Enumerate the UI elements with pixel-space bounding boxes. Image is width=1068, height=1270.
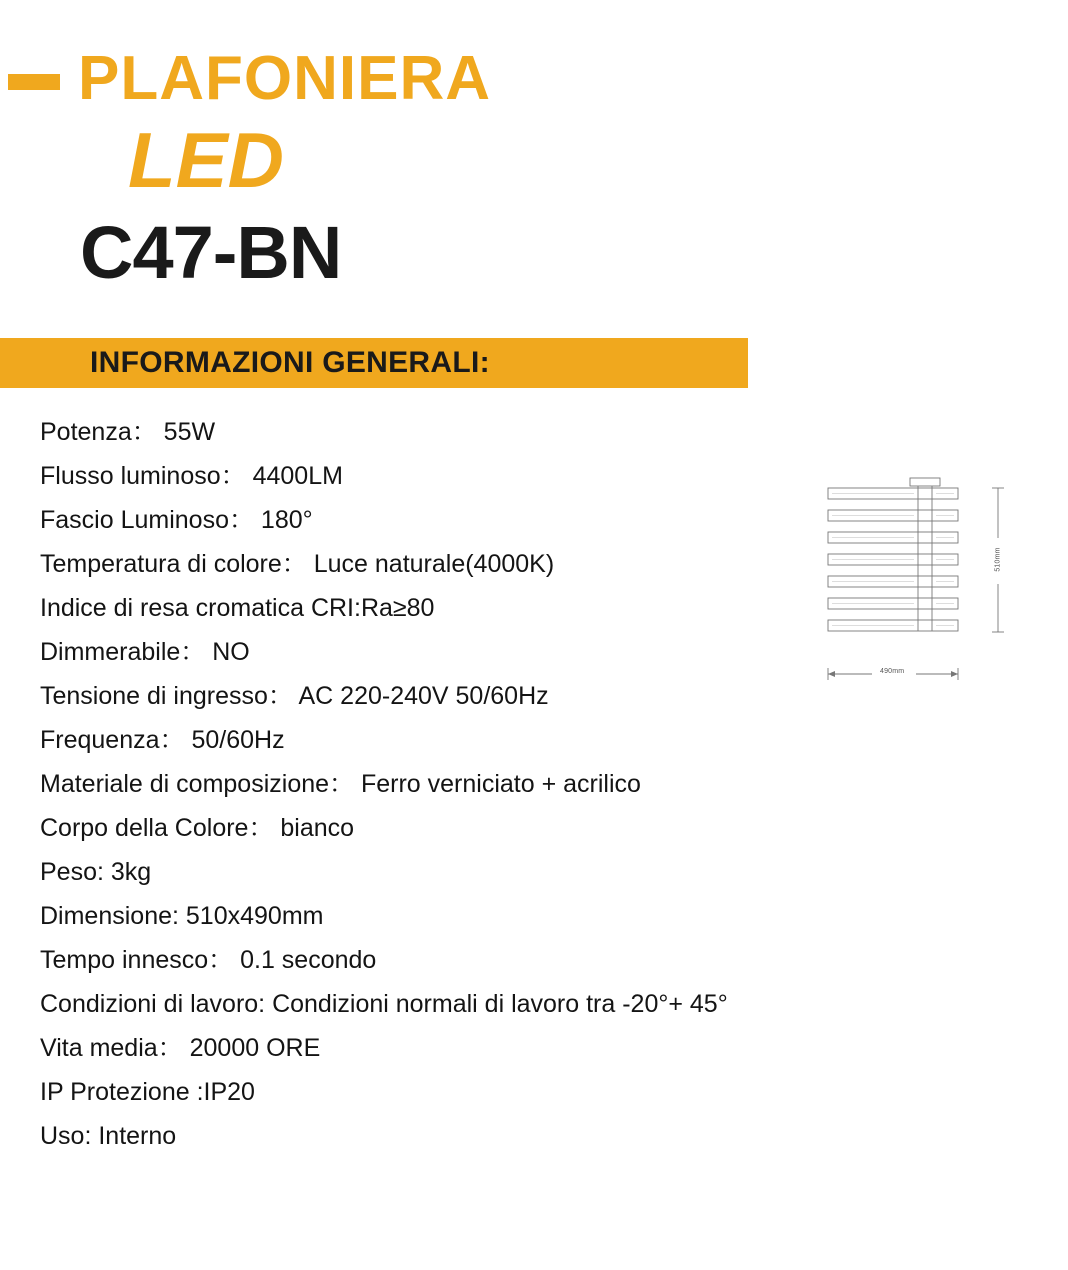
spec-item: Fascio Luminoso： 180°: [40, 505, 313, 534]
specification-list: [0, 388, 800, 1158]
spec-item: Condizioni di lavoro: Condizioni normali di lavoro tra -20°+ 45°: [40, 989, 728, 1018]
spec-item: Vita media： 20000 ORE: [40, 1033, 321, 1062]
spec-item: Potenza： 55W: [40, 417, 216, 446]
spec-item: Flusso luminoso： 4400LM: [40, 461, 343, 490]
page-title: PLAFONIERA: [78, 44, 491, 113]
spec-item: Materiale di composizione： Ferro verniciato + acrilico: [40, 769, 641, 798]
spec-item: Uso: Interno: [40, 1121, 177, 1150]
spec-item: Frequenza： 50/60Hz: [40, 725, 285, 754]
technical-drawing-area: [800, 388, 1068, 716]
content-area: [0, 388, 1068, 1158]
product-model: C47-BN: [80, 210, 342, 294]
dimension-width-label: 490mm: [880, 667, 905, 675]
product-dimension-drawing: [810, 466, 1068, 716]
document-header: [0, 0, 1068, 292]
dimension-height-label: 510mm: [994, 546, 1002, 572]
accent-dash-decoration: [8, 74, 60, 90]
spec-item: Temperatura di colore： Luce naturale(4000K): [40, 549, 555, 578]
spec-item: Peso: 3kg: [40, 857, 152, 886]
dimension-diagram-svg: [810, 466, 1068, 716]
spec-item: Dimensione: 510x490mm: [40, 901, 324, 930]
section-banner: [0, 338, 748, 388]
title-row: [0, 44, 1068, 113]
spec-item: Tensione di ingresso： AC 220-240V 50/60Hz: [40, 681, 549, 710]
title-led: LED: [128, 116, 284, 204]
spec-item: Corpo della Colore： bianco: [40, 813, 355, 842]
spec-item: Dimmerabile： NO: [40, 637, 250, 666]
spec-item: IP Protezione :IP20: [40, 1077, 255, 1106]
section-banner-label: INFORMAZIONI GENERALI:: [90, 345, 490, 379]
spec-item: Tempo innesco： 0.1 secondo: [40, 945, 377, 974]
spec-item: Indice di resa cromatica CRI:Ra≥80: [40, 593, 435, 622]
